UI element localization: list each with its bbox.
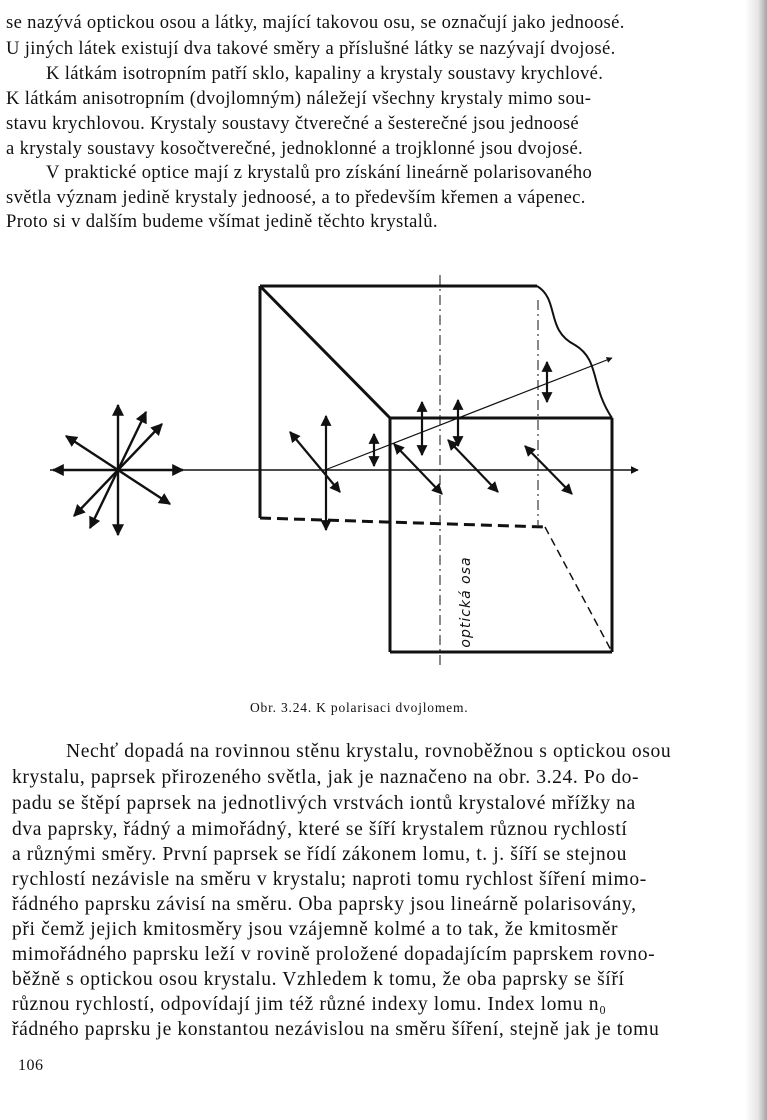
text-line: V praktické optice mají z krystalů pro získání lineárně polarisovaného <box>46 162 593 183</box>
text-line: krystalu, paprsek přirozeného světla, jak je naznačeno na obr. 3.24. Po do- <box>12 767 640 788</box>
natural-light-polarization-star <box>53 405 183 535</box>
text-line: světla význam jedině krystaly jednoosé, a to především křemen a vápenec. <box>6 187 586 208</box>
text-line: řádného paprsku je konstantou nezávislou na směru šíření, stejně jak je tomu <box>12 1019 660 1040</box>
text-line: padu se štěpí paprsek na jednotlivých vrstvách iontů krystalové mřížky na <box>12 793 636 814</box>
text-line: Nechť dopadá na rovinnou stěnu krystalu, rovnoběžnou s optickou osou <box>66 741 672 762</box>
text-line: řádného paprsku závisí na směru. Oba paprsky jsou lineárně polarisovány, <box>12 894 637 915</box>
text-line: dva paprsky, řádný a mimořádný, které se šíří krystalem různou rychlostí <box>12 819 628 840</box>
birefringence-figure <box>0 260 767 690</box>
text-line: K látkám isotropním patří sklo, kapaliny a krystaly soustavy krychlové. <box>46 63 604 84</box>
polarization-arrows <box>290 362 572 530</box>
text-line: mimořádného paprsku leží v rovině proložené dopadajícím paprskem rovno- <box>12 944 656 965</box>
text-line: běžně s optickou osou krystalu. Vzhledem k tomu, že oba paprsky se šíří <box>12 969 625 990</box>
text-line: stavu krychlovou. Krystaly soustavy čtverečné a šesterečné jsou jednoosé <box>6 113 580 134</box>
text-line: různou rychlostí, odpovídají jim též různé indexy lomu. Index lomu n₀ <box>12 994 607 1015</box>
optical-axis-label: optická osa <box>458 556 474 648</box>
optical-axis-line <box>440 275 538 668</box>
figure-caption: Obr. 3.24. K polarisaci dvojlomem. <box>250 700 469 715</box>
text-line: K látkám anisotropním (dvojlomným) náležejí všechny krystaly mimo sou- <box>6 88 592 109</box>
text-line: se nazývá optickou osou a látky, mající takovou osu, se označují jako jednoosé. <box>6 12 625 33</box>
crystal-block <box>260 286 612 652</box>
page-number: 106 <box>18 1057 44 1074</box>
text-line: Proto si v dalším budeme všímat jedině těchto krystalů. <box>6 211 438 232</box>
text-line: při čemž jejich kmitosměry jsou vzájemně kolmé a to tak, že kmitosměr <box>12 919 619 940</box>
text-line: a krystaly soustavy kosočtverečné, jednoklonné a trojklonné jsou dvojosé. <box>6 138 584 159</box>
text-line: U jiných látek existují dva takové směry a příslušné látky se nazývají dvojosé. <box>6 38 616 59</box>
text-line: rychlostí nezávisle na směru v krystalu; naproti tomu rychlost šíření mimo- <box>12 869 647 890</box>
extraordinary-ray <box>325 358 612 470</box>
text-line: a různými směry. První paprsek se řídí zákonem lomu, t. j. šíří se stejnou <box>12 844 628 865</box>
